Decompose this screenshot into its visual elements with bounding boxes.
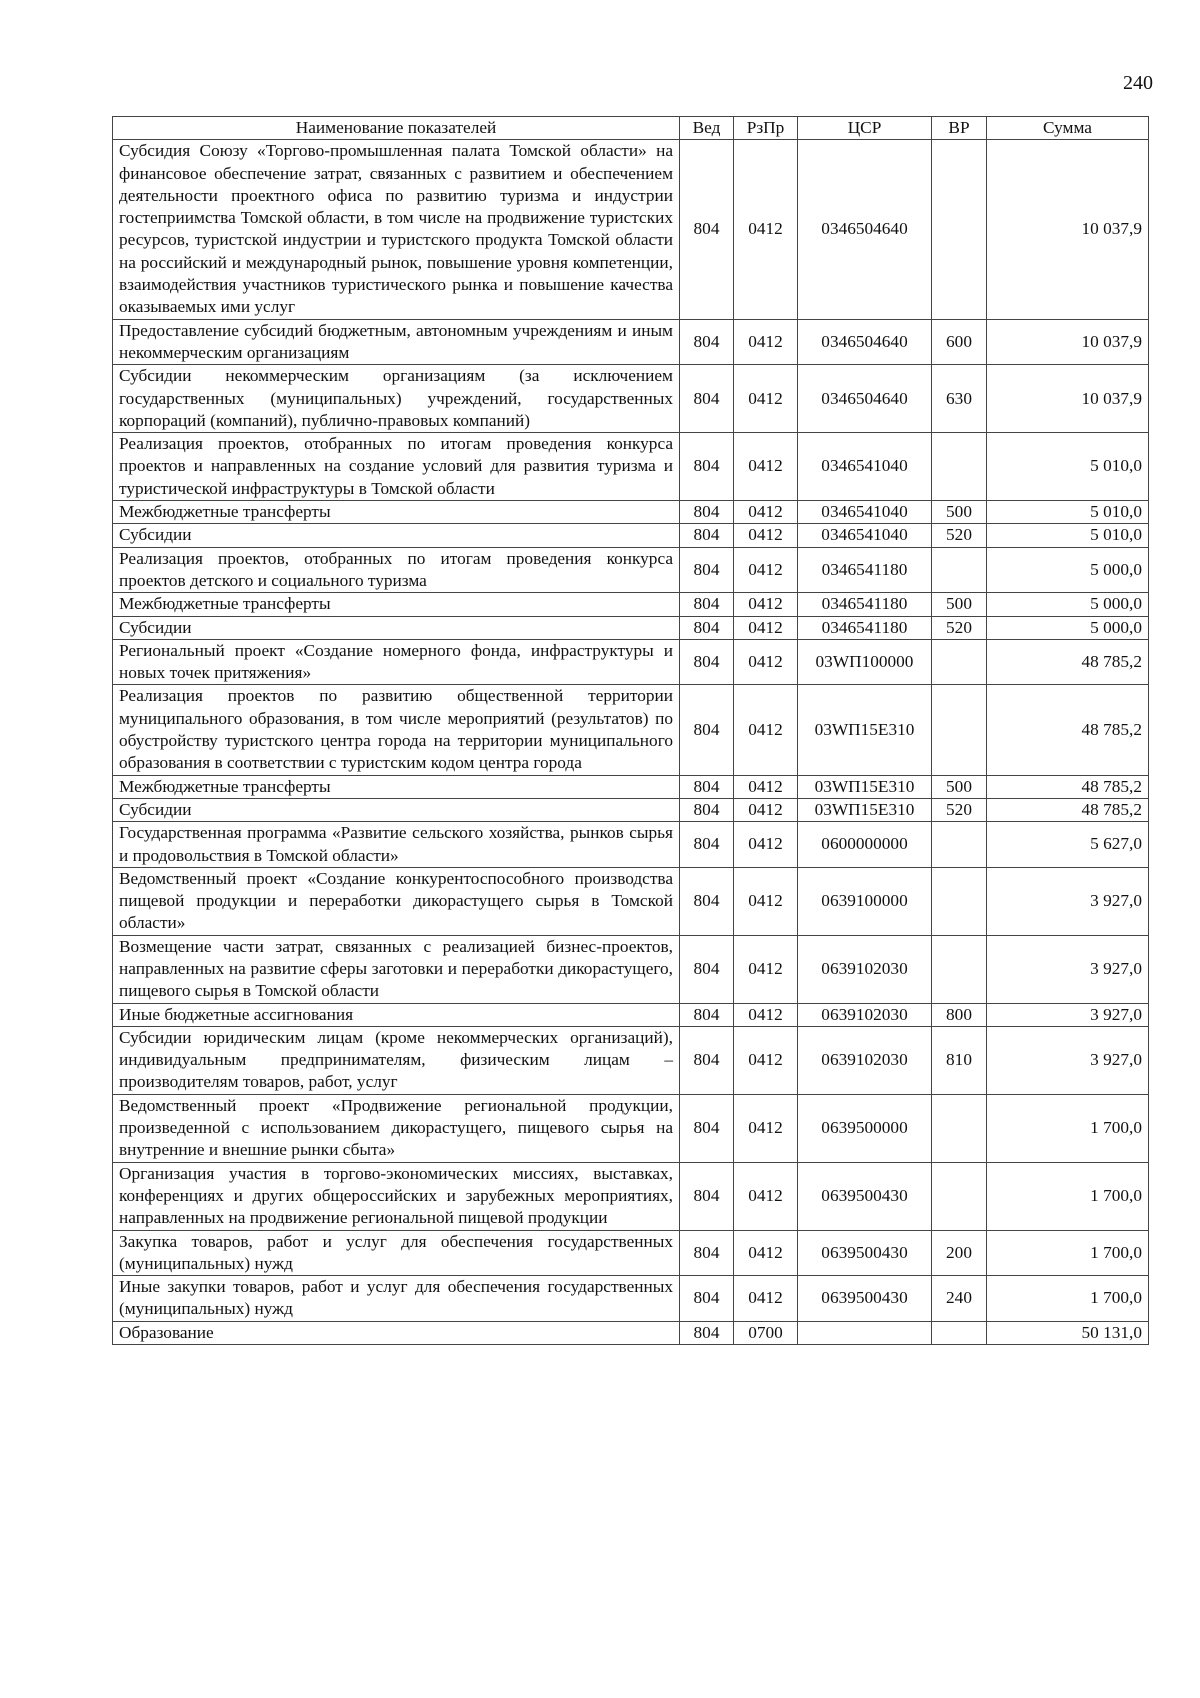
row-name: Реализация проектов, отобранных по итогам проведения конкурса проектов детского и социального туризма — [113, 547, 680, 593]
table-row — [113, 1003, 1149, 1026]
table-row — [113, 524, 1149, 547]
row-ved: 804 — [680, 365, 734, 433]
row-name: Субсидия Союзу «Торгово-промышленная палата Томской области» на финансовое обеспечение затрат, связанных с развитием и обеспечением деятельности проектного офиса по развитию туризма и индустрии гостеприимства Томской области, в том числе на продвижение туристских ресурсов, туристской индустрии и туристского продукта Томской области на российский и международный рынок, повышение уровня компетенции, взаимодействия участников туристического рынка и повышение качества оказываемых ими услуг — [113, 140, 680, 319]
row-sum: 3 927,0 — [987, 1003, 1149, 1026]
row-sum: 5 000,0 — [987, 593, 1149, 616]
table-row — [113, 639, 1149, 685]
row-name: Субсидии — [113, 524, 680, 547]
row-sum: 10 037,9 — [987, 365, 1149, 433]
row-csr: 0346541180 — [798, 547, 932, 593]
row-rzpr: 0412 — [734, 433, 798, 501]
row-sum: 48 785,2 — [987, 775, 1149, 798]
row-ved: 804 — [680, 685, 734, 775]
table-row — [113, 775, 1149, 798]
row-vr: 600 — [932, 319, 987, 365]
row-name: Государственная программа «Развитие сельского хозяйства, рынков сырья и продовольствия в Томской области» — [113, 822, 680, 868]
table-row — [113, 1094, 1149, 1162]
table-row — [113, 433, 1149, 501]
row-vr: 200 — [932, 1230, 987, 1276]
header-rzpr: РзПр — [734, 117, 798, 140]
row-csr: 0639102030 — [798, 935, 932, 1003]
row-ved: 804 — [680, 935, 734, 1003]
row-csr: 0346504640 — [798, 140, 932, 319]
row-vr — [932, 1162, 987, 1230]
table-row — [113, 616, 1149, 639]
row-ved: 804 — [680, 867, 734, 935]
row-vr — [932, 935, 987, 1003]
row-vr: 240 — [932, 1276, 987, 1322]
table-row — [113, 319, 1149, 365]
row-ved: 804 — [680, 140, 734, 319]
row-ved: 804 — [680, 1276, 734, 1322]
row-rzpr: 0412 — [734, 822, 798, 868]
row-vr: 500 — [932, 775, 987, 798]
row-sum: 3 927,0 — [987, 1026, 1149, 1094]
row-sum: 10 037,9 — [987, 319, 1149, 365]
row-name: Реализация проектов, отобранных по итогам проведения конкурса проектов и направленных на создание условий для развития туризма и туристической инфраструктуры в Томской области — [113, 433, 680, 501]
row-ved: 804 — [680, 319, 734, 365]
row-csr: 0346541180 — [798, 593, 932, 616]
row-vr — [932, 822, 987, 868]
row-rzpr: 0412 — [734, 867, 798, 935]
row-csr: 0639500430 — [798, 1276, 932, 1322]
row-name: Организация участия в торгово-экономических миссиях, выставках, конференциях и других общероссийских и зарубежных мероприятиях, направленных на продвижение региональной пищевой продукции — [113, 1162, 680, 1230]
row-rzpr: 0412 — [734, 798, 798, 821]
row-ved: 804 — [680, 433, 734, 501]
header-ved: Вед — [680, 117, 734, 140]
row-name: Образование — [113, 1321, 680, 1344]
row-vr — [932, 1321, 987, 1344]
row-rzpr: 0412 — [734, 547, 798, 593]
row-rzpr: 0700 — [734, 1321, 798, 1344]
page-number: 240 — [1123, 72, 1153, 94]
row-ved: 804 — [680, 1026, 734, 1094]
row-csr — [798, 1321, 932, 1344]
row-rzpr: 0412 — [734, 140, 798, 319]
row-sum: 5 000,0 — [987, 616, 1149, 639]
row-ved: 804 — [680, 639, 734, 685]
row-sum: 48 785,2 — [987, 798, 1149, 821]
table-row — [113, 365, 1149, 433]
row-rzpr: 0412 — [734, 616, 798, 639]
header-vr: ВР — [932, 117, 987, 140]
row-vr: 500 — [932, 593, 987, 616]
budget-table — [112, 116, 1149, 1345]
row-ved: 804 — [680, 1094, 734, 1162]
row-vr — [932, 1094, 987, 1162]
row-csr: 0346504640 — [798, 319, 932, 365]
row-rzpr: 0412 — [734, 1026, 798, 1094]
row-rzpr: 0412 — [734, 935, 798, 1003]
row-csr: 03WП15E310 — [798, 775, 932, 798]
row-rzpr: 0412 — [734, 1276, 798, 1322]
row-sum: 3 927,0 — [987, 867, 1149, 935]
row-ved: 804 — [680, 1321, 734, 1344]
table-row — [113, 867, 1149, 935]
row-ved: 804 — [680, 616, 734, 639]
row-name: Иные бюджетные ассигнования — [113, 1003, 680, 1026]
row-ved: 804 — [680, 1162, 734, 1230]
row-sum: 5 000,0 — [987, 547, 1149, 593]
row-csr: 0639500430 — [798, 1162, 932, 1230]
row-rzpr: 0412 — [734, 685, 798, 775]
row-csr: 0600000000 — [798, 822, 932, 868]
row-name: Предоставление субсидий бюджетным, автономным учреждениям и иным некоммерческим организациям — [113, 319, 680, 365]
table-row — [113, 935, 1149, 1003]
table-row — [113, 685, 1149, 775]
row-vr: 810 — [932, 1026, 987, 1094]
row-rzpr: 0412 — [734, 319, 798, 365]
row-name: Субсидии — [113, 616, 680, 639]
row-sum: 5 010,0 — [987, 501, 1149, 524]
row-sum: 48 785,2 — [987, 685, 1149, 775]
row-vr: 520 — [932, 616, 987, 639]
row-rzpr: 0412 — [734, 1003, 798, 1026]
row-vr — [932, 547, 987, 593]
row-name: Межбюджетные трансферты — [113, 501, 680, 524]
row-csr: 0639102030 — [798, 1003, 932, 1026]
row-sum: 10 037,9 — [987, 140, 1149, 319]
row-csr: 03WП15E310 — [798, 798, 932, 821]
row-ved: 804 — [680, 524, 734, 547]
row-sum: 1 700,0 — [987, 1230, 1149, 1276]
row-vr — [932, 639, 987, 685]
row-name: Ведомственный проект «Создание конкурентоспособного производства пищевой продукции и переработки дикорастущего сырья в Томской области» — [113, 867, 680, 935]
row-name: Региональный проект «Создание номерного фонда, инфраструктуры и новых точек притяжения» — [113, 639, 680, 685]
row-ved: 804 — [680, 547, 734, 593]
row-csr: 0639102030 — [798, 1026, 932, 1094]
table-header-row — [113, 117, 1149, 140]
row-ved: 804 — [680, 798, 734, 821]
row-csr: 03WП15E310 — [798, 685, 932, 775]
row-rzpr: 0412 — [734, 1230, 798, 1276]
row-vr: 520 — [932, 524, 987, 547]
row-csr: 0346541040 — [798, 524, 932, 547]
row-csr: 03WП100000 — [798, 639, 932, 685]
row-vr: 500 — [932, 501, 987, 524]
row-vr: 800 — [932, 1003, 987, 1026]
row-name: Ведомственный проект «Продвижение региональной продукции, произведенной с использованием дикорастущего, пищевого сырья на внутренние и внешние рынки сбыта» — [113, 1094, 680, 1162]
row-name: Реализация проектов по развитию общественной территории муниципального образования, в том числе мероприятий (результатов) по обустройству туристского центра города на территории муниципального образования в соответствии с туристским кодом центра города — [113, 685, 680, 775]
table-row — [113, 822, 1149, 868]
table-row — [113, 1162, 1149, 1230]
row-name: Субсидии — [113, 798, 680, 821]
row-name: Закупка товаров, работ и услуг для обеспечения государственных (муниципальных) нужд — [113, 1230, 680, 1276]
table-row — [113, 1321, 1149, 1344]
row-ved: 804 — [680, 775, 734, 798]
row-rzpr: 0412 — [734, 524, 798, 547]
table-row — [113, 593, 1149, 616]
row-csr: 0346504640 — [798, 365, 932, 433]
table-row — [113, 798, 1149, 821]
table-row — [113, 1230, 1149, 1276]
header-csr: ЦСР — [798, 117, 932, 140]
row-vr: 630 — [932, 365, 987, 433]
row-ved: 804 — [680, 1003, 734, 1026]
row-rzpr: 0412 — [734, 1162, 798, 1230]
row-vr — [932, 685, 987, 775]
table-row — [113, 547, 1149, 593]
row-ved: 804 — [680, 822, 734, 868]
table-row — [113, 140, 1149, 319]
row-sum: 50 131,0 — [987, 1321, 1149, 1344]
header-sum: Сумма — [987, 117, 1149, 140]
row-name: Субсидии некоммерческим организациям (за исключением государственных (муниципальных) учреждений, государственных корпораций (компаний), публично-правовых компаний) — [113, 365, 680, 433]
row-rzpr: 0412 — [734, 639, 798, 685]
row-name: Возмещение части затрат, связанных с реализацией бизнес-проектов, направленных на развитие сферы заготовки и переработки дикорастущего, пищевого сырья в Томской области — [113, 935, 680, 1003]
row-ved: 804 — [680, 1230, 734, 1276]
row-sum: 3 927,0 — [987, 935, 1149, 1003]
row-name: Субсидии юридическим лицам (кроме некоммерческих организаций), индивидуальным предпринимателям, физическим лицам – производителям товаров, работ, услуг — [113, 1026, 680, 1094]
row-sum: 5 627,0 — [987, 822, 1149, 868]
row-csr: 0639500430 — [798, 1230, 932, 1276]
row-vr — [932, 140, 987, 319]
row-rzpr: 0412 — [734, 501, 798, 524]
row-name: Межбюджетные трансферты — [113, 775, 680, 798]
row-rzpr: 0412 — [734, 593, 798, 616]
row-sum: 5 010,0 — [987, 524, 1149, 547]
row-rzpr: 0412 — [734, 365, 798, 433]
table-row — [113, 501, 1149, 524]
header-name: Наименование показателей — [113, 117, 680, 140]
row-vr — [932, 867, 987, 935]
row-ved: 804 — [680, 593, 734, 616]
row-name: Иные закупки товаров, работ и услуг для обеспечения государственных (муниципальных) нужд — [113, 1276, 680, 1322]
row-csr: 0639500000 — [798, 1094, 932, 1162]
row-vr — [932, 433, 987, 501]
row-sum: 1 700,0 — [987, 1162, 1149, 1230]
row-rzpr: 0412 — [734, 775, 798, 798]
row-csr: 0346541040 — [798, 501, 932, 524]
row-sum: 1 700,0 — [987, 1276, 1149, 1322]
row-csr: 0346541180 — [798, 616, 932, 639]
row-sum: 1 700,0 — [987, 1094, 1149, 1162]
row-csr: 0346541040 — [798, 433, 932, 501]
row-ved: 804 — [680, 501, 734, 524]
table-row — [113, 1026, 1149, 1094]
row-sum: 48 785,2 — [987, 639, 1149, 685]
row-csr: 0639100000 — [798, 867, 932, 935]
table-row — [113, 1276, 1149, 1322]
row-name: Межбюджетные трансферты — [113, 593, 680, 616]
row-sum: 5 010,0 — [987, 433, 1149, 501]
row-vr: 520 — [932, 798, 987, 821]
row-rzpr: 0412 — [734, 1094, 798, 1162]
